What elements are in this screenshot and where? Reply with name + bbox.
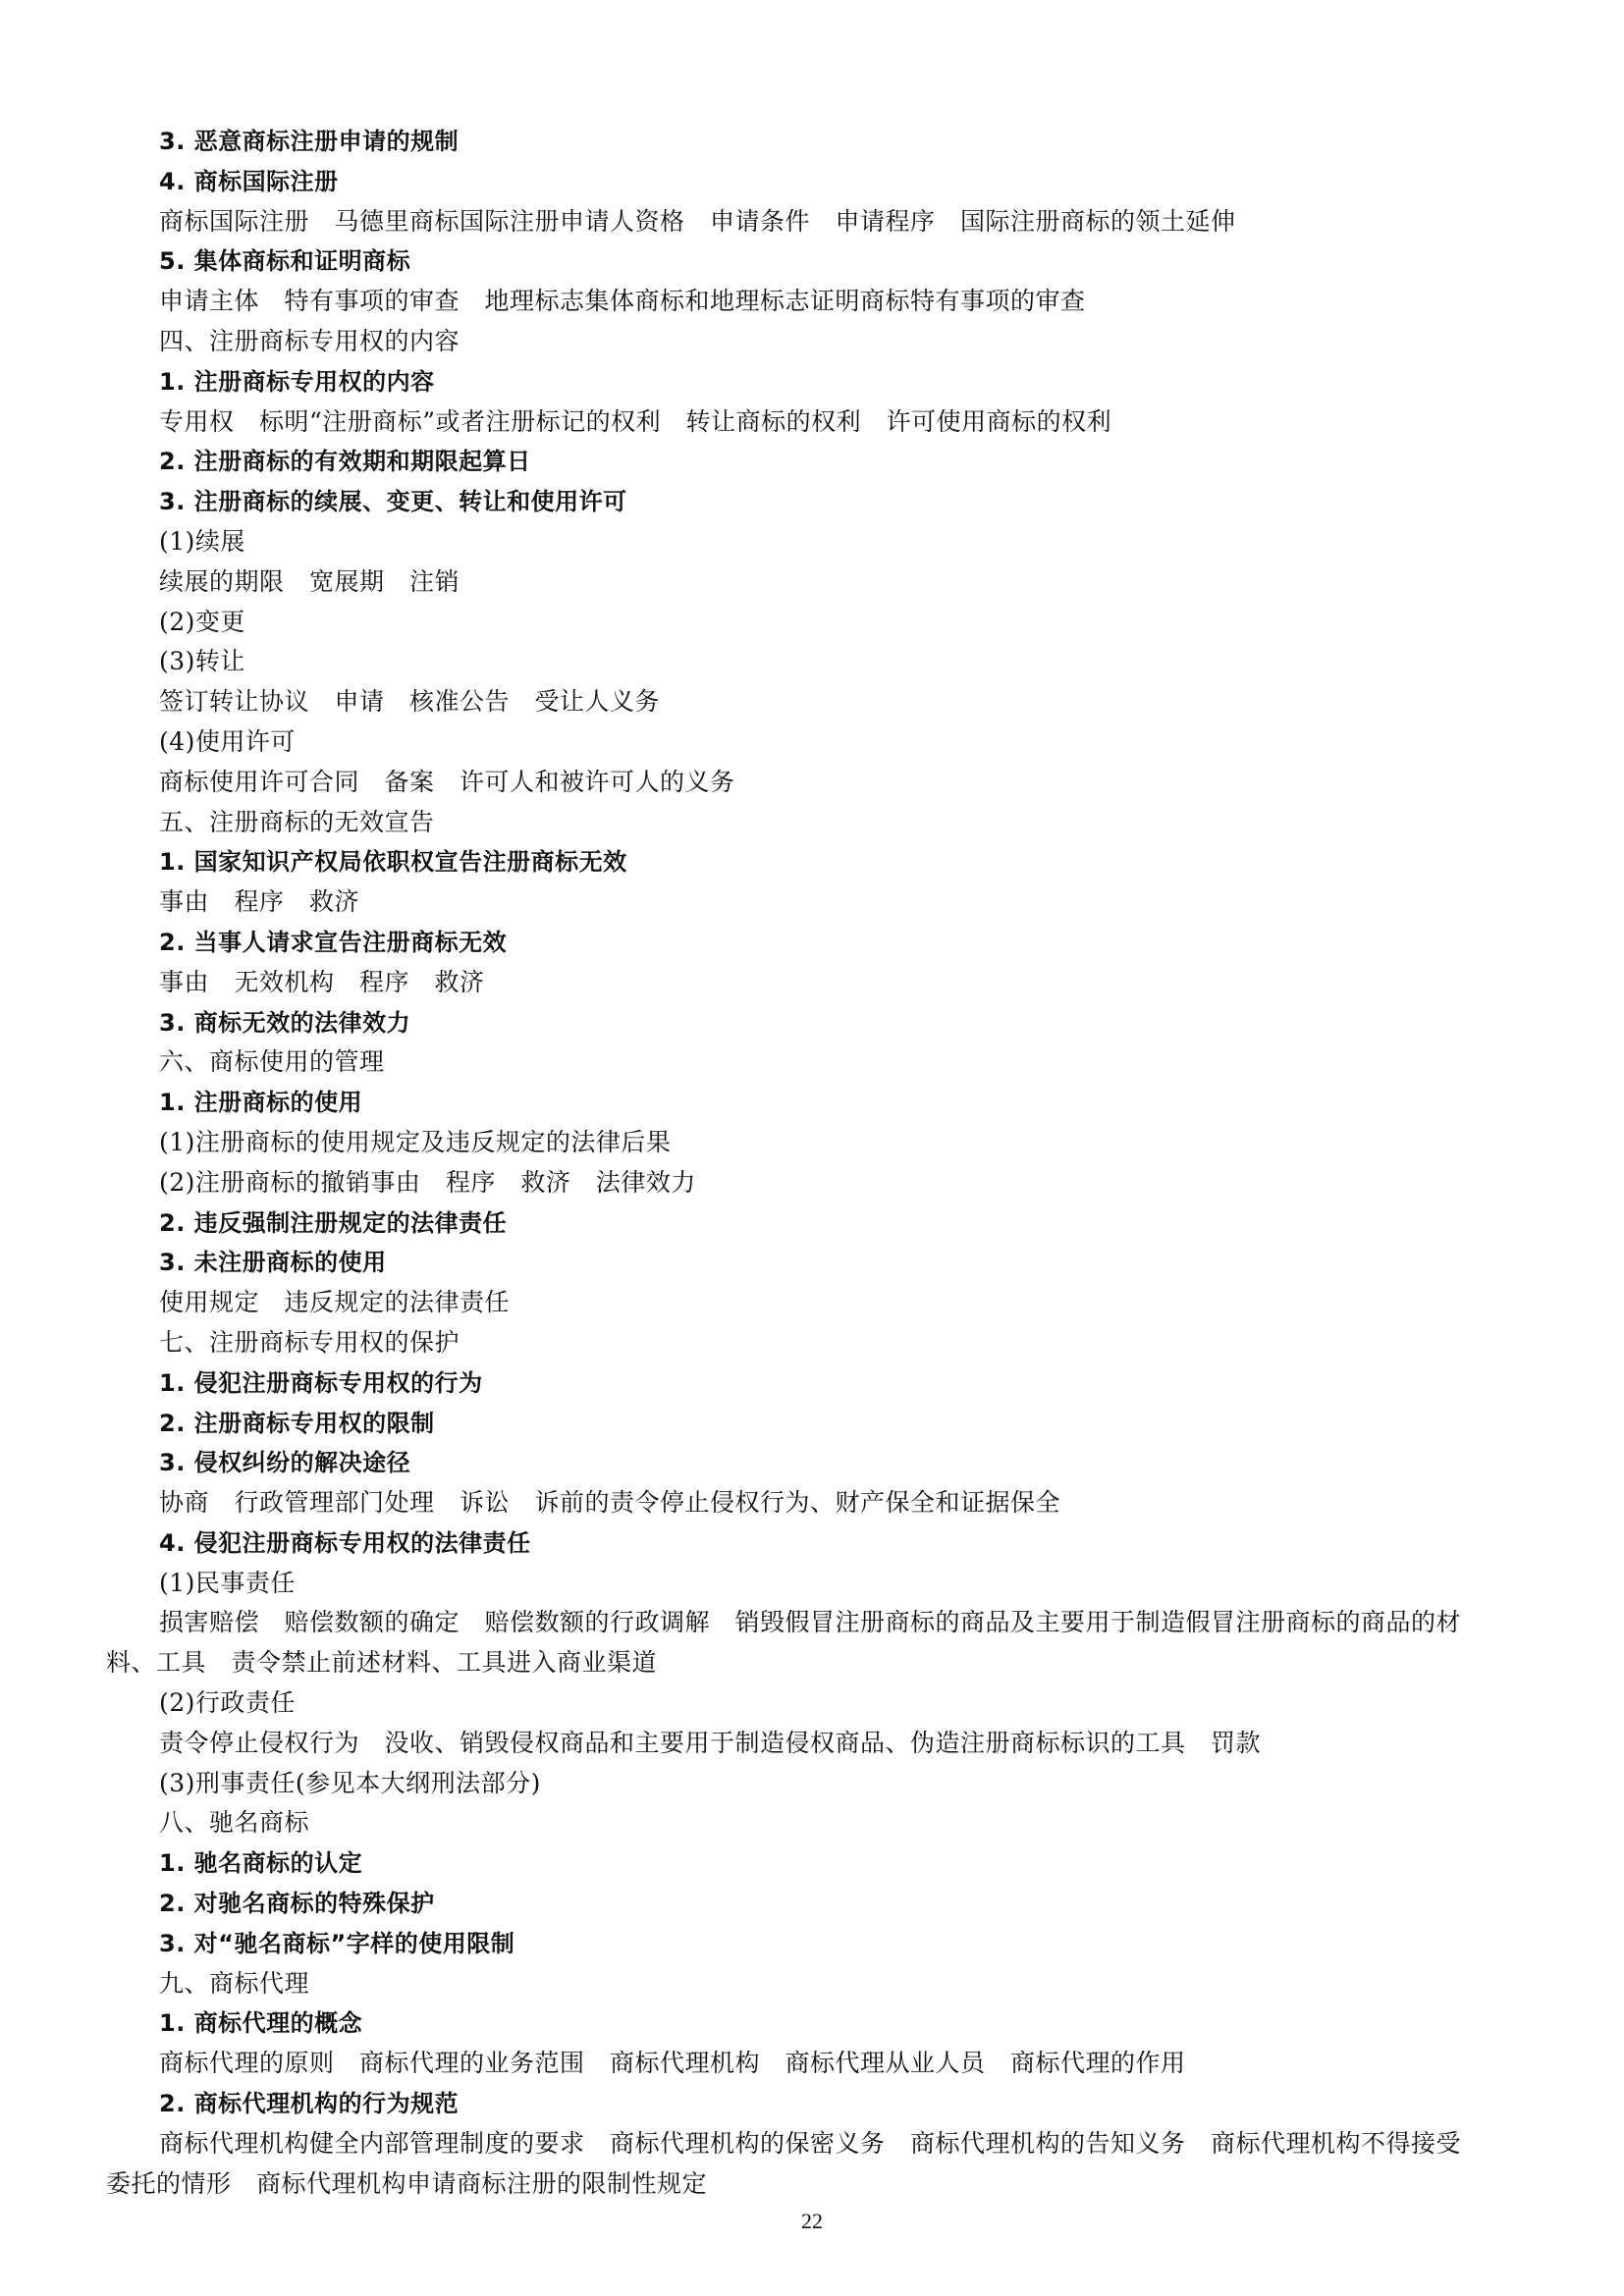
body-line: (2)注册商标的撤销事由 程序 救济 法律效力 (159, 1167, 696, 1197)
body-line: (1)民事责任 (159, 1568, 296, 1597)
subsection-heading: 2. 对驰名商标的特殊保护 (159, 1890, 435, 1918)
subsection-heading: 1. 侵犯注册商标专用权的行为 (159, 1368, 483, 1397)
subsection-heading: 4. 侵犯注册商标专用权的法律责任 (159, 1528, 531, 1557)
subsection-heading: 1. 商标代理的概念 (159, 2009, 363, 2038)
subsection-heading: 5. 集体商标和证明商标 (159, 247, 411, 276)
section-heading: 七、注册商标专用权的保护 (159, 1327, 460, 1357)
body-line: (1)注册商标的使用规定及违反规定的法律后果 (159, 1127, 672, 1156)
document-body (106, 122, 1465, 2204)
subsection-heading: 1. 驰名商标的认定 (159, 1849, 363, 1878)
subsection-heading: 3. 对“驰名商标”字样的使用限制 (159, 1929, 515, 1957)
subsection-heading: 2. 违反强制注册规定的法律责任 (159, 1208, 508, 1237)
body-line: 协商 行政管理部门处理 诉讼 诉前的责令停止侵权行为、财产保全和证据保全 (159, 1488, 1061, 1518)
subsection-heading: 3. 注册商标的续展、变更、转让和使用许可 (159, 488, 627, 516)
subsection-heading: 2. 注册商标的有效期和期限起算日 (159, 448, 531, 476)
section-heading: 五、注册商标的无效宣告 (159, 807, 435, 836)
subsection-heading: 3. 商标无效的法律效力 (159, 1008, 411, 1037)
body-line: (2)行政责任 (159, 1688, 296, 1718)
subsection-heading: 2. 商标代理机构的行为规范 (159, 2090, 460, 2118)
section-heading: 六、商标使用的管理 (159, 1047, 385, 1077)
subsection-heading: 3. 恶意商标注册申请的规制 (159, 128, 460, 155)
body-line: 损害赔偿 赔偿数额的确定 赔偿数额的行政调解 销毁假冒注册商标的商品及主要用于制造假冒注册商标的商品的材料、工具 责令禁止前述材料、工具进入商业渠道 (106, 1608, 1462, 1678)
body-line: (3)转让 (159, 647, 245, 676)
body-line: (1)续展 (159, 526, 245, 556)
subsection-heading: 1. 注册商标专用权的内容 (159, 367, 435, 396)
body-line: (2)变更 (159, 607, 245, 636)
body-line: 使用规定 违反规定的法律责任 (159, 1288, 511, 1317)
subsection-heading: 4. 商标国际注册 (159, 167, 339, 195)
body-line: 续展的期限 宽展期 注销 (159, 566, 460, 596)
body-line: 商标使用许可合同 备案 许可人和被许可人的义务 (159, 767, 735, 796)
page-number: 22 (801, 2209, 823, 2233)
body-line: 商标代理机构健全内部管理制度的要求 商标代理机构的保密义务 商标代理机构的告知义务 商标代理机构不得接受委托的情形 商标代理机构申请商标注册的限制性规定 (106, 2128, 1462, 2198)
body-line: 责令停止侵权行为 没收、销毁侵权商品和主要用于制造侵权商品、伪造注册商标标识的工具 罚款 (159, 1728, 1262, 1757)
body-line: 签订转让协议 申请 核准公告 受让人义务 (159, 687, 661, 717)
subsection-heading: 2. 当事人请求宣告注册商标无效 (159, 928, 508, 956)
body-line: 事由 无效机构 程序 救济 (159, 967, 485, 996)
section-heading: 八、驰名商标 (159, 1808, 310, 1838)
body-line: 商标国际注册 马德里商标国际注册申请人资格 申请条件 申请程序 国际注册商标的领土延伸 (159, 206, 1236, 236)
subsection-heading: 3. 侵权纠纷的解决途径 (159, 1449, 411, 1477)
body-line: 商标代理的原则 商标代理的业务范围 商标代理机构 商标代理从业人员 商标代理的作用 (159, 2049, 1186, 2078)
body-line: (4)使用许可 (159, 726, 296, 756)
subsection-heading: 2. 注册商标专用权的限制 (159, 1409, 435, 1437)
body-line: 事由 程序 救济 (159, 887, 360, 917)
section-heading: 四、注册商标专用权的内容 (159, 326, 460, 355)
section-heading: 九、商标代理 (159, 1968, 310, 1998)
body-line: 专用权 标明“注册商标”或者注册标记的权利 转让商标的权利 许可使用商标的权利 (159, 406, 1112, 436)
body-line: (3)刑事责任(参见本大纲刑法部分) (159, 1768, 541, 1797)
subsection-heading: 3. 未注册商标的使用 (159, 1249, 387, 1277)
subsection-heading: 1. 国家知识产权局依职权宣告注册商标无效 (159, 848, 627, 877)
subsection-heading: 1. 注册商标的使用 (159, 1089, 363, 1117)
body-line: 申请主体 特有事项的审查 地理标志集体商标和地理标志证明商标特有事项的审查 (159, 287, 1086, 316)
